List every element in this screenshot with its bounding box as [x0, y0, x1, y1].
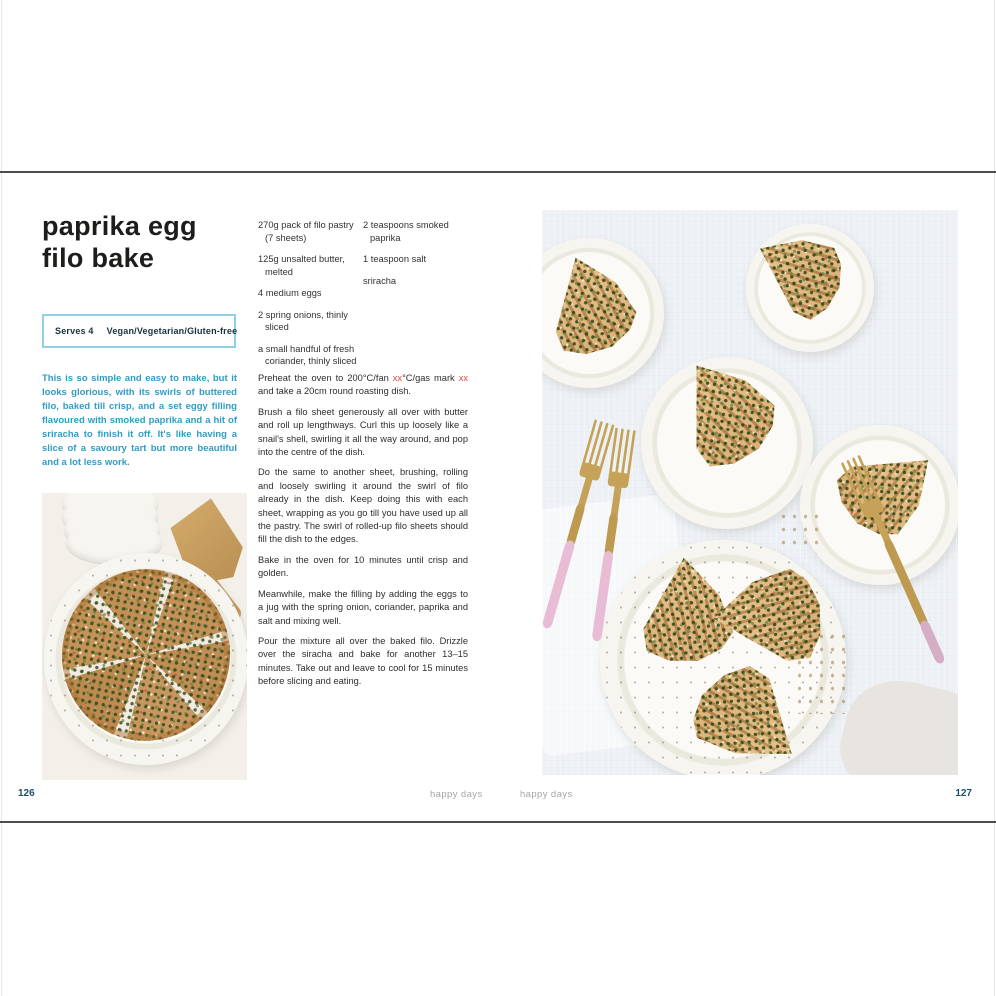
ingredients-column-2 [363, 219, 467, 296]
serves-diet-badge [42, 314, 236, 348]
oven-temp-placeholder: xx [392, 373, 403, 383]
method-step: Do the same to another sheet, brushing, rolling and loosely swirling it around the swirl of filo already in the dish. Keep doing this with each sheet, wrapping as you go till you have used up all the pastry. The swirl of rolled-up filo sheets should fill the dish to the edges. [258, 467, 468, 545]
method-text-run: °C/gas mark [402, 373, 459, 383]
bottom-rule [0, 821, 996, 823]
page-number-left: 126 [18, 788, 35, 799]
ingredient: sriracha [363, 275, 397, 286]
right-edge-rule [994, 0, 995, 996]
ingredient: a small handful of fresh coriander, thinly sliced [258, 343, 357, 366]
running-head-left: happy days [430, 789, 483, 800]
ingredient: 2 teaspoons smoked paprika [363, 220, 449, 243]
method-text [258, 372, 468, 696]
ingredient: 1 teaspoon salt [363, 254, 427, 264]
diet-label: Vegan/Vegetarian/Gluten-free [106, 326, 238, 336]
left-edge-rule [1, 0, 2, 996]
photo-right-slices [542, 210, 958, 775]
method-step [258, 372, 468, 399]
recipe-title-line1: paprika egg [42, 211, 197, 241]
recipe-title [42, 210, 242, 275]
top-rule [0, 171, 996, 173]
method-step: Meanwhile, make the filling by adding the eggs to a jug with the spring onion, coriander, paprika and salt and mixing well. [258, 588, 468, 626]
method-step: Pour the mixture all over the baked filo. Drizzle over the siracha and bake for another 13–15 minutes. Take out and leave to cool for 15 minutes before slicing and eating. [258, 635, 468, 687]
serves-label: Serves 4 [55, 326, 94, 336]
crumbs [778, 510, 822, 554]
ingredient: 2 spring onions, thinly sliced [258, 309, 348, 332]
ingredient: 125g unsalted butter, melted [258, 254, 345, 277]
recipe-title-line2: filo bake [42, 243, 155, 274]
method-text-run: Preheat the oven to 200°C/fan [258, 373, 393, 383]
ingredient: 270g pack of filo pastry (7 sheets) [258, 220, 354, 243]
recipe-intro: This is so simple and easy to make, but it looks glorious, with its swirls of buttered filo, baked till crisp, and a set eggy filling flavoured with smoked paprika and a hit of sriracha to finish it off. It's like having a slice of a savoury tart but more beautiful and a lot less work. [42, 373, 237, 468]
method-step: Bake in the oven for 10 minutes until crisp and golden. [258, 554, 468, 579]
method-text-run: and take a 20cm round roasting dish. [258, 386, 411, 397]
crumbs [794, 630, 850, 714]
ingredient: 4 medium eggs [258, 288, 322, 298]
ingredients-column-1 [258, 219, 360, 377]
running-head-right: happy days [520, 789, 573, 800]
photo-left-filo-bake [42, 493, 247, 780]
gas-mark-placeholder: xx [458, 373, 468, 383]
method-step: Brush a filo sheet generously all over with butter and roll up lengthways. Curl this up loosely like a snail's shell, swirling it all the way around, and pop into the centre of the dish. [258, 406, 468, 458]
page-number-right: 127 [955, 788, 972, 799]
